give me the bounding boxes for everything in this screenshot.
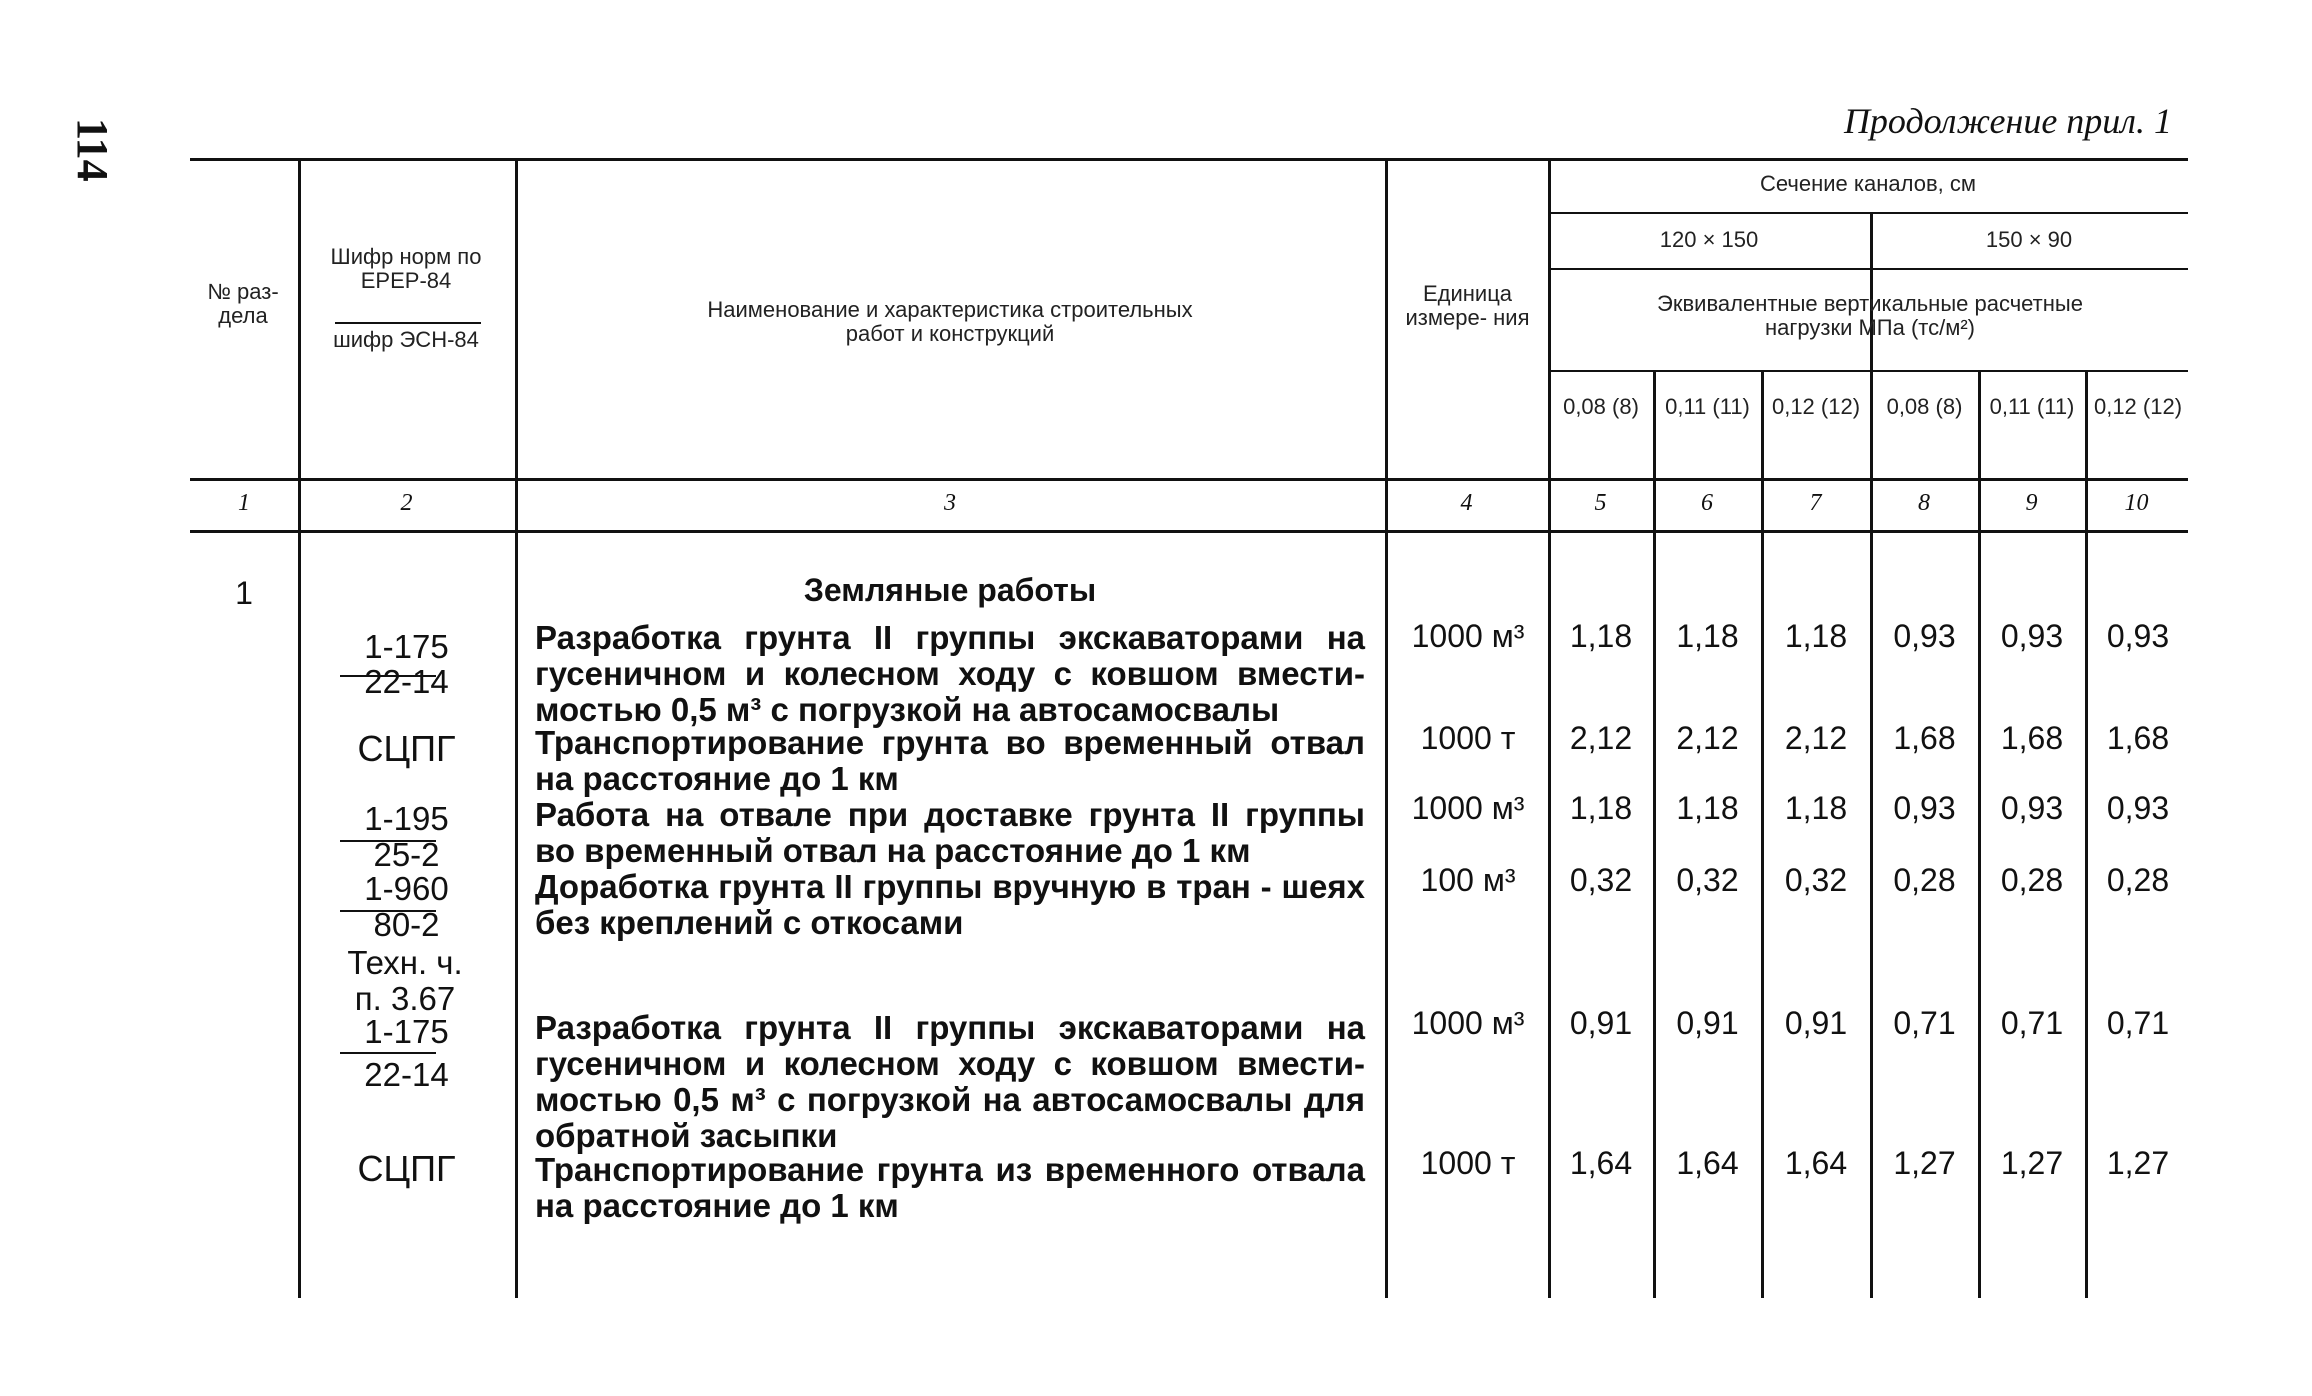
- load-value: 1,64: [1784, 1145, 1848, 1181]
- load-value: 1,68: [2000, 720, 2064, 756]
- load-value: 0,93: [2000, 790, 2064, 826]
- load-value: 0,91: [1569, 1005, 1633, 1041]
- load-value: 1,68: [2106, 720, 2170, 756]
- load-value: 1,27: [2106, 1145, 2170, 1181]
- load-value: 2,12: [1569, 720, 1633, 756]
- unit: 1000 т: [1420, 720, 1516, 756]
- load-value: 1,18: [1784, 790, 1848, 826]
- load-value: 0,71: [2000, 1005, 2064, 1041]
- load-value: 0,71: [2106, 1005, 2170, 1041]
- column-number: 8: [1918, 490, 1930, 516]
- unit: 1000 м³: [1411, 790, 1525, 826]
- header-section-number: № раз- дела: [207, 279, 279, 329]
- load-value: 0,32: [1784, 862, 1848, 898]
- load-value: 1,64: [1676, 1145, 1739, 1181]
- header-load-col: 0,12 (12): [1771, 394, 1861, 419]
- norm-code: 1-175: [364, 628, 449, 665]
- header-load-col: 0,11 (11): [1665, 394, 1750, 419]
- load-value: 0,32: [1569, 862, 1633, 898]
- frac-rule: [340, 1052, 436, 1054]
- rule-section: [1548, 212, 2188, 214]
- load-value: 0,32: [1676, 862, 1739, 898]
- norm-code: Техн. ч. п. 3.67: [347, 944, 463, 1017]
- norm-code-sub: 22-14: [364, 1056, 449, 1093]
- load-value: 0,71: [1893, 1005, 1956, 1041]
- load-value: 0,93: [1893, 618, 1956, 654]
- load-value: 0,28: [1893, 862, 1956, 898]
- page-number: 114: [68, 118, 117, 182]
- header-group-a: 120 × 150: [1659, 227, 1759, 252]
- unit: 1000 м³: [1411, 618, 1525, 654]
- header-code-bottom: шифр ЭСН-84: [333, 327, 479, 352]
- col-border-2: [515, 158, 518, 1298]
- column-number: 10: [2124, 490, 2149, 516]
- norm-code: СЦПГ: [357, 1148, 456, 1189]
- header-load-col: 0,08 (8): [1886, 394, 1963, 419]
- load-value: 0,91: [1784, 1005, 1848, 1041]
- header-group-b: 150 × 90: [1985, 227, 2073, 252]
- column-number: 5: [1594, 490, 1607, 516]
- work-description: Транспортирование грунта из временного отвала на расстояние до 1 км: [535, 1151, 1365, 1224]
- load-value: 1,18: [1569, 618, 1633, 654]
- column-number: 2: [400, 490, 413, 516]
- rule-header-bottom: [190, 478, 2188, 481]
- header-code-divider: [335, 322, 481, 324]
- col-border-1: [298, 158, 301, 1298]
- load-value: 0,93: [2106, 618, 2170, 654]
- load-value: 0,93: [1893, 790, 1956, 826]
- rule-groups: [1548, 268, 2188, 270]
- load-value: 1,18: [1569, 790, 1633, 826]
- norm-code-sub: 22-14: [364, 663, 449, 700]
- column-number: 3: [944, 490, 956, 516]
- load-value: 1,18: [1676, 618, 1739, 654]
- norm-code: 1-175: [364, 1013, 449, 1050]
- unit: 1000 м³: [1411, 1005, 1525, 1041]
- load-value: 1,18: [1784, 618, 1848, 654]
- load-value: 1,64: [1569, 1145, 1633, 1181]
- rule-numbers-bottom: [190, 530, 2188, 533]
- continuation-label: Продолжение прил. 1: [1843, 101, 2172, 141]
- section-number: 1: [235, 575, 253, 611]
- work-description: Разработка грунта II группы экскаваторами на гусеничном и колесном ходу с ковшом вмести- мостью 0,5 м³ с погрузкой на автосамосвалы: [535, 619, 1365, 728]
- column-number: 1: [238, 490, 250, 516]
- section-title: Земляные работы: [803, 572, 1097, 608]
- column-number: 6: [1701, 490, 1713, 516]
- norm-code: 1-960: [364, 870, 449, 907]
- load-value: 1,68: [1893, 720, 1956, 756]
- header-code-top: Шифр норм по ЕРЕР-84: [330, 244, 482, 294]
- norm-code: СЦПГ: [357, 728, 456, 769]
- unit: 1000 т: [1420, 1145, 1516, 1181]
- column-number: 9: [2025, 490, 2038, 516]
- work-description: Транспортирование грунта во временный отвал на расстояние до 1 км: [535, 724, 1365, 797]
- column-number: 4: [1460, 490, 1473, 516]
- rule-top: [190, 158, 2188, 161]
- norm-code: 1-195: [364, 800, 449, 837]
- load-value: 0,93: [2000, 618, 2064, 654]
- load-value: 2,12: [1784, 720, 1848, 756]
- rule-loads: [1548, 370, 2188, 372]
- load-value: 1,27: [1893, 1145, 1956, 1181]
- work-description: Разработка грунта II группы экскаваторами на гусеничном и колесном ходу с ковшом вмести- мостью 0,5 м³ с погрузкой на автосамосвалы для обратной засыпки: [535, 1009, 1365, 1154]
- load-value: 0,93: [2106, 790, 2170, 826]
- norm-code-sub: 80-2: [373, 906, 440, 943]
- norm-code-sub: 25-2: [373, 836, 440, 873]
- unit: 100 м³: [1420, 862, 1516, 898]
- header-load-col: 0,11 (11): [1989, 394, 2075, 419]
- column-number: 7: [1809, 490, 1822, 516]
- load-value: 1,18: [1676, 790, 1739, 826]
- header-load-col: 0,12 (12): [2093, 394, 2183, 419]
- load-value: 0,28: [2106, 862, 2170, 898]
- header-loads: Эквивалентные вертикальные расчетные нагрузки МПа (тс/м²): [1657, 291, 2083, 341]
- header-load-col: 0,08 (8): [1563, 394, 1639, 419]
- header-unit: Единица измере- ния: [1405, 281, 1530, 331]
- work-description: Работа на отвале при доставке грунта II группы во временный отвал на расстояние до 1 км: [535, 796, 1365, 869]
- load-value: 0,28: [2000, 862, 2064, 898]
- work-description: Доработка грунта II группы вручную в тран - шеях без креплений с откосами: [535, 868, 1365, 941]
- load-value: 2,12: [1676, 720, 1739, 756]
- load-value: 0,91: [1676, 1005, 1739, 1041]
- load-value: 1,27: [2000, 1145, 2064, 1181]
- header-section-size: Сечение каналов, см: [1760, 171, 1976, 196]
- header-work-name: Наименование и характеристика строительных работ и конструкций: [707, 297, 1193, 347]
